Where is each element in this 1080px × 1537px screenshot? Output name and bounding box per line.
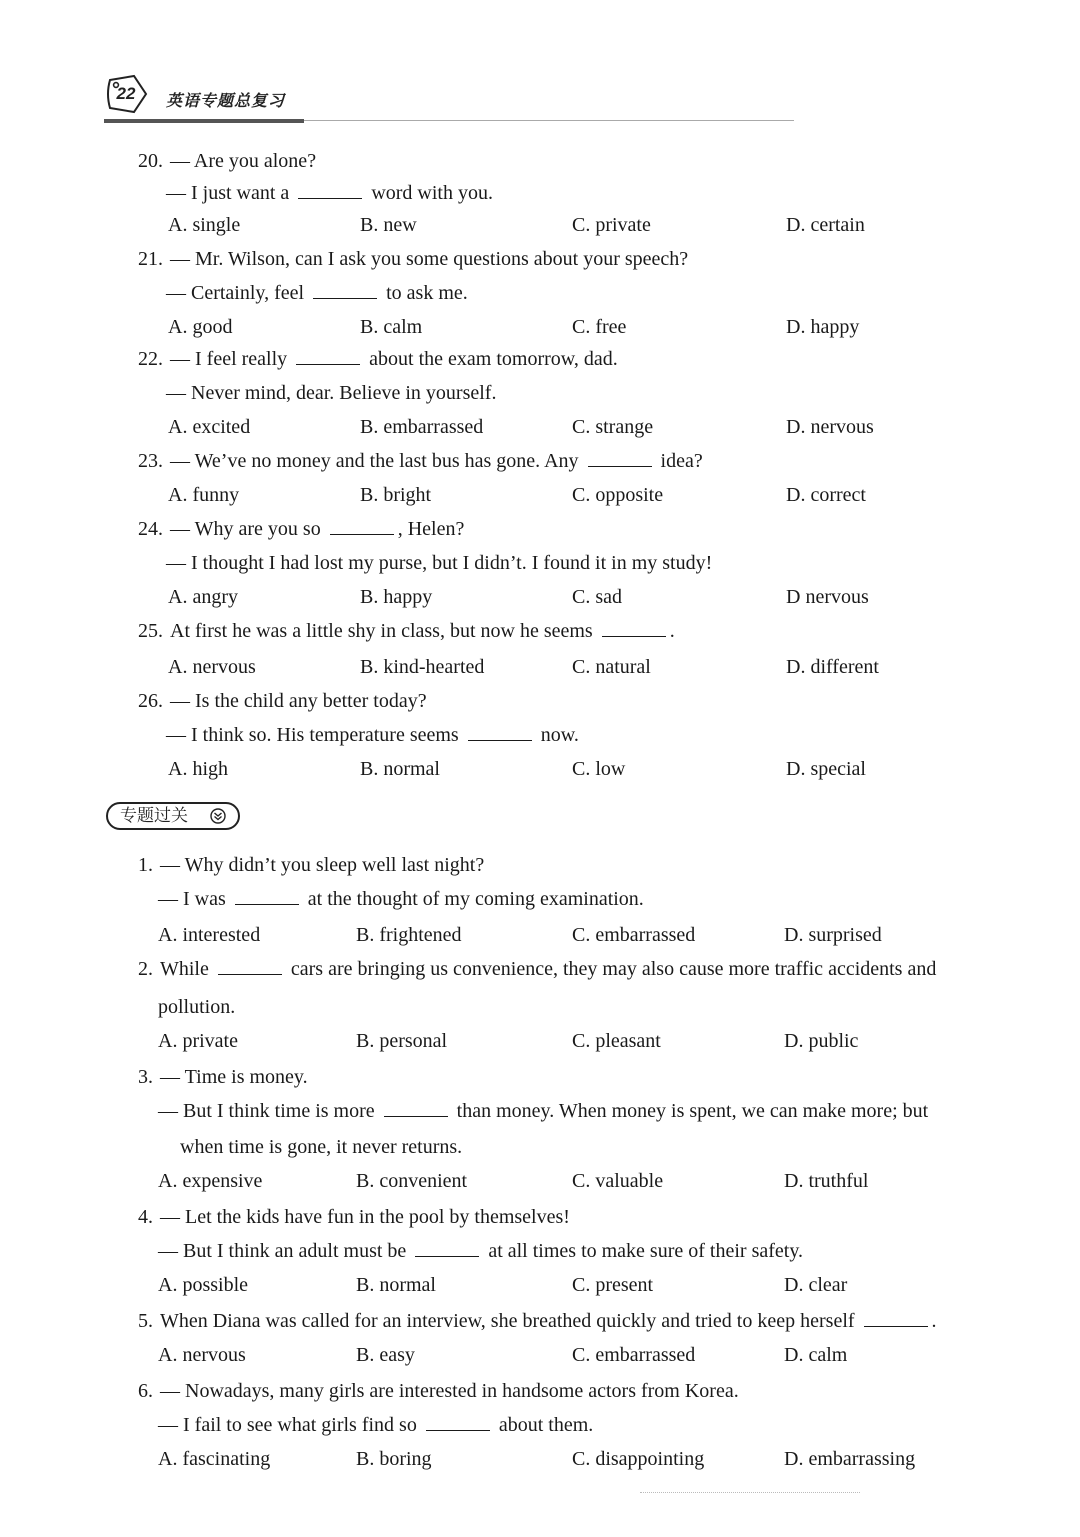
answer-blank	[384, 1098, 448, 1117]
answer-option: B. personal	[356, 1030, 448, 1052]
answer-option: A. fascinating	[158, 1448, 271, 1470]
answer-option: C. valuable	[572, 1170, 664, 1192]
answer-option: B. easy	[356, 1344, 415, 1366]
question-line	[158, 994, 235, 1020]
answer-option: B. normal	[360, 758, 440, 780]
answer-option: A. possible	[158, 1274, 248, 1296]
question-text: at the thought of my coming examination.	[302, 888, 644, 910]
question-line	[158, 886, 644, 912]
answer-option: B. calm	[360, 316, 423, 338]
answer-blank	[415, 1238, 479, 1257]
question-text: — Why didn’t you sleep well last night?	[160, 854, 485, 876]
question-number: 3.	[138, 1066, 158, 1088]
answer-option: C. pleasant	[572, 1030, 661, 1052]
question-text: — Is the child any better today?	[170, 690, 427, 712]
answer-option: C. low	[572, 758, 626, 780]
chevron-down-icon	[210, 808, 226, 824]
question-line	[158, 1412, 593, 1438]
answer-option: A. interested	[158, 924, 261, 946]
question-text: — I was	[158, 888, 231, 910]
question-text: — I just want a	[166, 182, 295, 204]
question-text: — We’ve no money and the last bus has gone. Any	[170, 450, 584, 472]
question-text: about the exam tomorrow, dad.	[364, 348, 618, 370]
question-line	[138, 346, 618, 372]
answer-option: D. certain	[786, 214, 865, 236]
answer-blank	[235, 886, 299, 905]
answer-option: D. different	[786, 656, 879, 678]
question-text: — Why are you so	[170, 518, 326, 540]
question-text: , Helen?	[397, 518, 465, 540]
answer-blank	[330, 516, 394, 535]
question-text: When Diana was called for an interview, she breathed quickly and tried to keep herself	[160, 1310, 860, 1332]
question-text: — Nowadays, many girls are interested in handsome actors from Korea.	[160, 1380, 739, 1402]
answer-option: A. excited	[168, 416, 251, 438]
book-title: 英语专题总复习	[166, 91, 286, 110]
question-line	[158, 1238, 803, 1264]
answer-blank	[864, 1308, 928, 1327]
question-line	[138, 148, 316, 174]
answer-option: A. good	[168, 316, 233, 338]
answer-option: C. natural	[572, 656, 651, 678]
answer-option: D. clear	[784, 1274, 848, 1296]
answer-blank	[218, 956, 282, 975]
answer-option: B. kind-hearted	[360, 656, 485, 678]
answer-option: C. strange	[572, 416, 654, 438]
answer-blank	[313, 280, 377, 299]
question-line	[158, 1098, 928, 1124]
question-text: — Mr. Wilson, can I ask you some questions about your speech?	[170, 248, 689, 270]
question-text: — Certainly, feel	[166, 282, 310, 304]
question-text: when time is gone, it never returns.	[180, 1136, 463, 1158]
section-title-badge	[106, 802, 240, 830]
question-text: to ask me.	[381, 282, 468, 304]
question-number: 1.	[138, 854, 158, 876]
question-text: about them.	[493, 1414, 594, 1436]
page-number-badge	[104, 72, 148, 116]
question-text: pollution.	[158, 996, 236, 1018]
answer-option: A. high	[168, 758, 228, 780]
answer-option: D. truthful	[784, 1170, 869, 1192]
question-line	[166, 550, 712, 576]
answer-option: D. embarrassing	[784, 1448, 916, 1470]
question-line	[166, 722, 579, 748]
question-line	[166, 380, 496, 406]
question-text: than money. When money is spent, we can make more; but	[451, 1100, 929, 1122]
question-line	[138, 1378, 739, 1404]
answer-option: C. opposite	[572, 484, 664, 506]
question-text: — But I think an adult must be	[158, 1240, 412, 1262]
header-rule	[104, 118, 794, 124]
answer-blank	[468, 722, 532, 741]
question-text: — Let the kids have fun in the pool by themselves!	[160, 1206, 570, 1228]
question-line	[138, 1064, 308, 1090]
footer-decoration	[640, 1492, 860, 1497]
question-text: at all times to make sure of their safety.	[483, 1240, 804, 1262]
question-text: — I fail to see what girls find so	[158, 1414, 422, 1436]
question-line	[138, 516, 464, 542]
question-text: .	[669, 620, 675, 642]
answer-option: D. happy	[786, 316, 860, 338]
question-number: 20.	[138, 150, 168, 172]
answer-option: C. embarrassed	[572, 924, 696, 946]
answer-option: A. funny	[168, 484, 240, 506]
question-text: — I thought I had lost my purse, but I didn’t. I found it in my study!	[166, 552, 713, 574]
answer-option: A. single	[168, 214, 241, 236]
answer-option: B. boring	[356, 1448, 432, 1470]
question-text: idea?	[655, 450, 703, 472]
answer-blank	[296, 346, 360, 365]
answer-option: D. special	[786, 758, 866, 780]
answer-option: A. private	[158, 1030, 238, 1052]
answer-option: B. convenient	[356, 1170, 468, 1192]
question-text: now.	[535, 724, 579, 746]
question-number: 6.	[138, 1380, 158, 1402]
question-text: — Are you alone?	[170, 150, 317, 172]
answer-option: D. public	[784, 1030, 859, 1052]
question-number: 23.	[138, 450, 168, 472]
answer-option: C. private	[572, 214, 651, 236]
answer-option: D nervous	[786, 586, 869, 608]
question-number: 2.	[138, 958, 158, 980]
page-header	[104, 66, 794, 128]
answer-option: B. embarrassed	[360, 416, 484, 438]
question-line	[138, 956, 936, 982]
question-line	[166, 280, 468, 306]
answer-option: A. nervous	[168, 656, 256, 678]
answer-option: C. free	[572, 316, 627, 338]
question-line	[166, 180, 493, 206]
question-text: .	[931, 1310, 937, 1332]
answer-option: A. expensive	[158, 1170, 263, 1192]
question-text: word with you.	[366, 182, 493, 204]
answer-option: A. nervous	[158, 1344, 246, 1366]
question-number: 4.	[138, 1206, 158, 1228]
question-number: 21.	[138, 248, 168, 270]
question-text: — Never mind, dear. Believe in yourself.	[166, 382, 497, 404]
answer-option: C. disappointing	[572, 1448, 705, 1470]
answer-blank	[426, 1412, 490, 1431]
answer-option: C. present	[572, 1274, 654, 1296]
question-line	[138, 1308, 937, 1334]
question-text: While	[160, 958, 214, 980]
question-text: — But I think time is more	[158, 1100, 380, 1122]
question-line	[138, 246, 688, 272]
answer-option: C. embarrassed	[572, 1344, 696, 1366]
question-text: — I feel really	[170, 348, 293, 370]
answer-blank	[298, 180, 362, 199]
question-number: 5.	[138, 1310, 158, 1332]
answer-option: B. happy	[360, 586, 433, 608]
page-number: 22	[116, 84, 136, 103]
answer-option: D. nervous	[786, 416, 874, 438]
answer-option: D. correct	[786, 484, 866, 506]
answer-option: D. calm	[784, 1344, 848, 1366]
question-text: cars are bringing us convenience, they may also cause more traffic accidents and	[285, 958, 937, 980]
question-number: 25.	[138, 620, 168, 642]
answer-option: C. sad	[572, 586, 622, 608]
section-title: 专题过关	[120, 806, 188, 826]
question-text: — Time is money.	[160, 1066, 308, 1088]
answer-option: D. surprised	[784, 924, 882, 946]
question-line	[138, 618, 675, 644]
question-number: 26.	[138, 690, 168, 712]
question-text: At first he was a little shy in class, but now he seems	[170, 620, 598, 642]
question-line	[180, 1134, 462, 1160]
question-line	[138, 1204, 570, 1230]
question-text: — I think so. His temperature seems	[166, 724, 464, 746]
question-line	[138, 852, 484, 878]
answer-option: B. bright	[360, 484, 432, 506]
question-line	[138, 688, 427, 714]
answer-option: B. frightened	[356, 924, 462, 946]
question-number: 22.	[138, 348, 168, 370]
answer-option: A. angry	[168, 586, 238, 608]
question-number: 24.	[138, 518, 168, 540]
question-line	[138, 448, 703, 474]
answer-blank	[588, 448, 652, 467]
answer-option: B. normal	[356, 1274, 436, 1296]
answer-option: B. new	[360, 214, 417, 236]
answer-blank	[602, 618, 666, 637]
